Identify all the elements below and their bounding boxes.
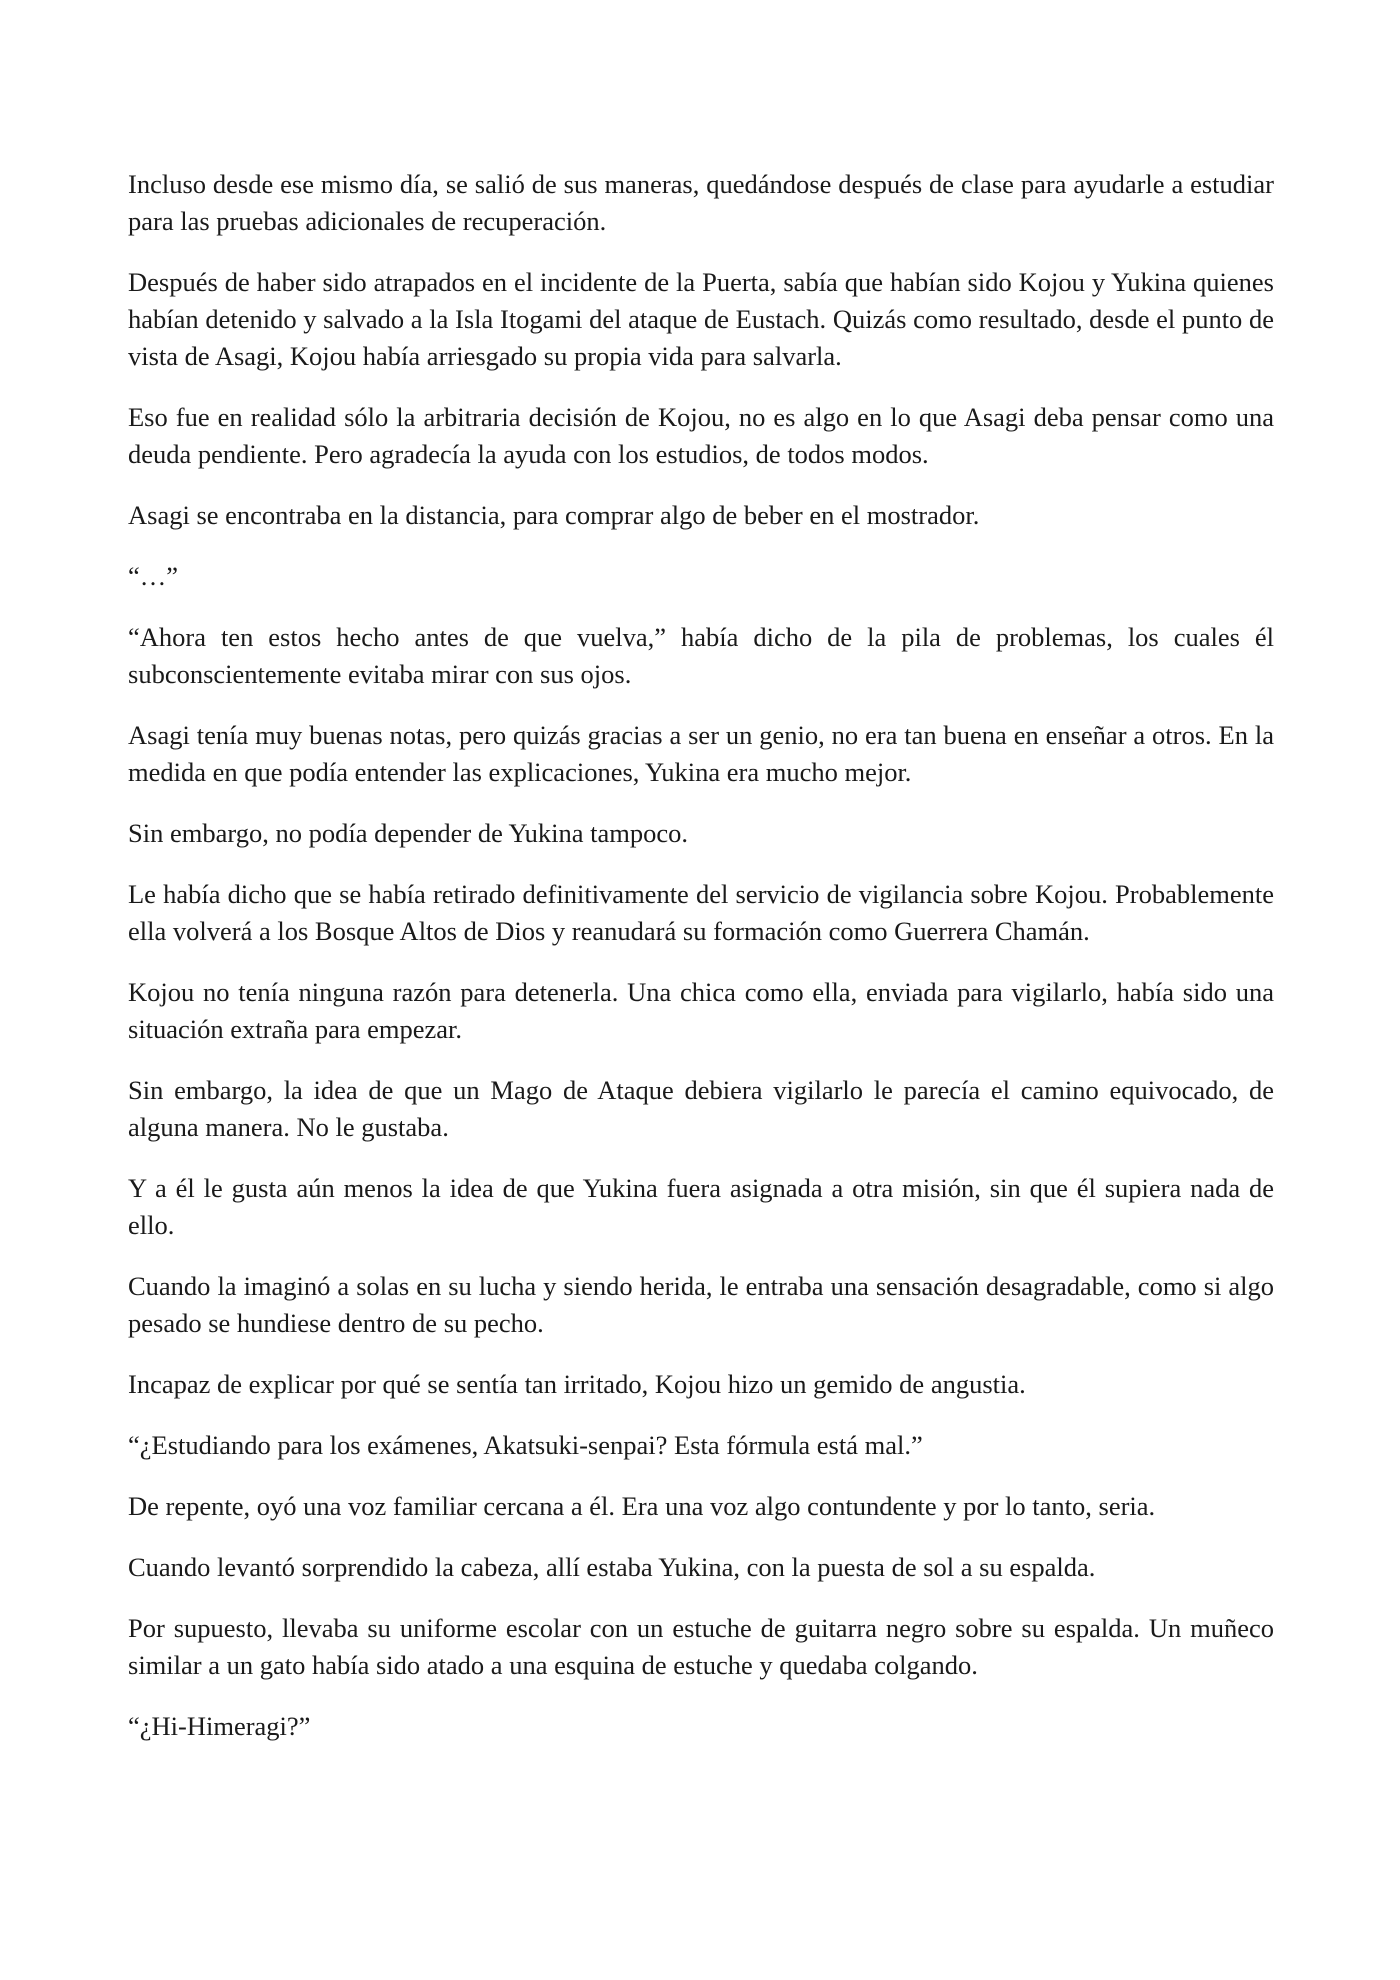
paragraph-3: Eso fue en realidad sólo la arbitraria decisión de Kojou, no es algo en lo que Asagi deba pensar como una deuda pendiente. Pero agradecía la ayuda con los estudios, de todos modos. [128, 402, 1274, 469]
paragraph-7: Asagi tenía muy buenas notas, pero quizás gracias a ser un genio, no era tan buena en enseñar a otros. En la medida en que podía entender las explicaciones, Yukina era mucho mejor. [128, 720, 1274, 787]
paragraph-11: Sin embargo, la idea de que un Mago de Ataque debiera vigilarlo le parecía el camino equivocado, de alguna manera. No le gustaba. [128, 1075, 1274, 1142]
paragraph-18: Por supuesto, llevaba su uniforme escolar con un estuche de guitarra negro sobre su espalda. Un muñeco similar a un gato había sido atado a una esquina de estuche y quedaba colgando. [128, 1613, 1274, 1680]
paragraph-16: De repente, oyó una voz familiar cercana a él. Era una voz algo contundente y por lo tanto, seria. [128, 1491, 1156, 1521]
paragraph-4: Asagi se encontraba en la distancia, para comprar algo de beber en el mostrador. [128, 500, 980, 530]
body-text [128, 166, 1274, 1769]
paragraph-6: “Ahora ten estos hecho antes de que vuelva,” había dicho de la pila de problemas, los cuales él subconscientemente evitaba mirar con sus ojos. [128, 622, 1274, 689]
paragraph-19: “¿Hi-Himeragi?” [128, 1711, 311, 1741]
paragraph-9: Le había dicho que se había retirado definitivamente del servicio de vigilancia sobre Kojou. Probablemente ella volverá a los Bosque Altos de Dios y reanudará su formación como Guerrera Chamán. [128, 879, 1274, 946]
paragraph-1: Incluso desde ese mismo día, se salió de sus maneras, quedándose después de clase para ayudarle a estudiar para las pruebas adicionales de recuperación. [128, 169, 1274, 236]
paragraph-2: Después de haber sido atrapados en el incidente de la Puerta, sabía que habían sido Kojou y Yukina quienes habían detenido y salvado a la Isla Itogami del ataque de Eustach. Quizás como resultado, desde el punto de vista de Asagi, Kojou había arriesgado su propia vida para salvarla. [128, 267, 1274, 371]
paragraph-8: Sin embargo, no podía depender de Yukina tampoco. [128, 818, 689, 848]
paragraph-15: “¿Estudiando para los exámenes, Akatsuki-senpai? Esta fórmula está mal.” [128, 1430, 923, 1460]
paragraph-10: Kojou no tenía ninguna razón para detenerla. Una chica como ella, enviada para vigilarlo, había sido una situación extraña para empezar. [128, 977, 1274, 1044]
paragraph-5: “…” [128, 561, 179, 591]
paragraph-14: Incapaz de explicar por qué se sentía tan irritado, Kojou hizo un gemido de angustia. [128, 1369, 1026, 1399]
paragraph-12: Y a él le gusta aún menos la idea de que Yukina fuera asignada a otra misión, sin que él supiera nada de ello. [128, 1173, 1274, 1240]
paragraph-13: Cuando la imaginó a solas en su lucha y siendo herida, le entraba una sensación desagradable, como si algo pesado se hundiese dentro de su pecho. [128, 1271, 1274, 1338]
paragraph-17: Cuando levantó sorprendido la cabeza, allí estaba Yukina, con la puesta de sol a su espalda. [128, 1552, 1096, 1582]
